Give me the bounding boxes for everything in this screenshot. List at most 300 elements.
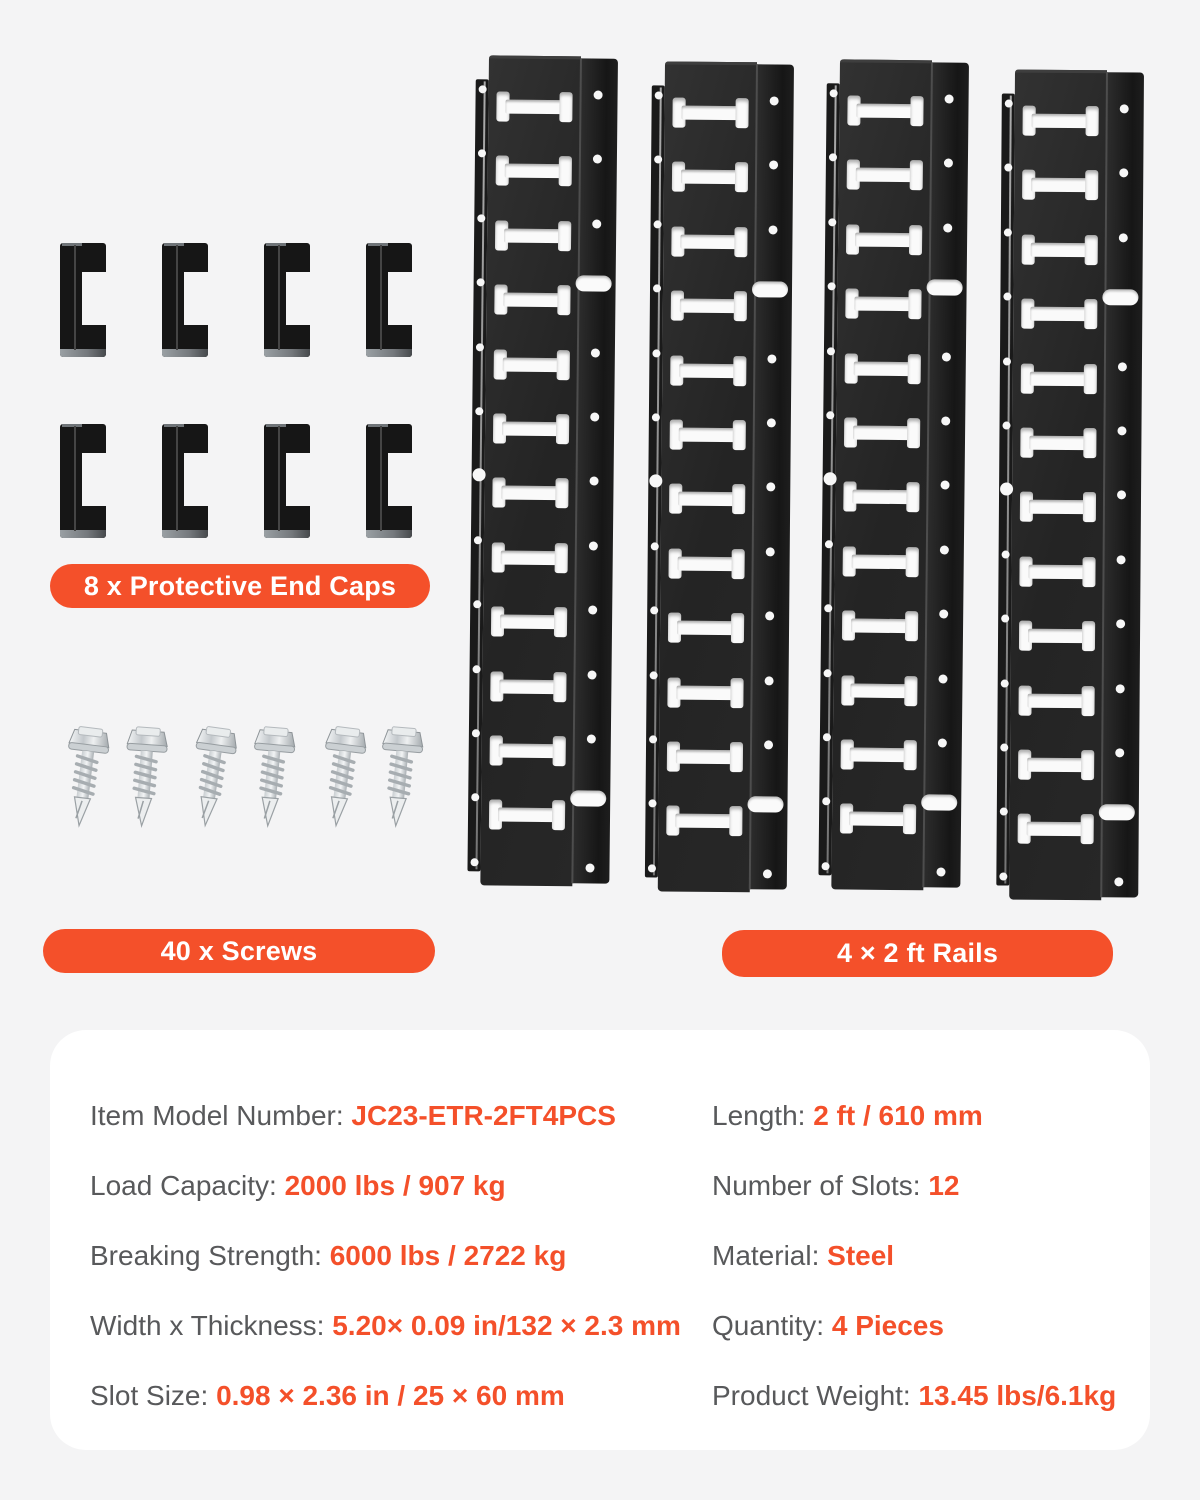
spec-row — [90, 1310, 690, 1380]
rail-slot-mid — [505, 164, 563, 179]
rail-mounting-hole — [651, 542, 659, 550]
rail-slot — [847, 160, 923, 191]
rail-slot-end — [732, 484, 745, 514]
rail-slot-end — [908, 354, 921, 384]
rail-oval-slot — [1102, 289, 1138, 305]
rail-mounting-hole — [649, 735, 657, 743]
rail-slot — [672, 162, 748, 193]
rail-slot — [496, 91, 572, 122]
spec-row — [712, 1240, 1132, 1310]
rail-mounting-hole — [1001, 679, 1009, 687]
screw-item — [182, 721, 242, 832]
rail-slot-end — [905, 611, 918, 641]
rail-slot-mid — [503, 357, 561, 372]
rail-slot-mid — [1027, 822, 1085, 836]
rail-slot-mid — [499, 679, 557, 694]
end-cap-item — [162, 424, 208, 538]
spec-row — [712, 1310, 1132, 1380]
rail-slot-end — [1086, 106, 1099, 136]
rail-mounting-hole — [650, 671, 658, 679]
end-cap-bottom-edge — [264, 349, 310, 357]
end-cap-item — [264, 243, 310, 357]
rail-slot-end — [557, 350, 570, 380]
spec-value: 4 Pieces — [831, 1310, 944, 1341]
spec-row — [90, 1170, 690, 1240]
spec-value: 12 — [928, 1170, 960, 1201]
rail-slot-end — [733, 356, 746, 386]
rail-slot-mid — [856, 104, 914, 119]
spec-label: Length: — [712, 1100, 814, 1131]
rail-slot-mid — [849, 812, 907, 827]
rail-slot — [1022, 170, 1098, 201]
rail-slot-end — [731, 549, 744, 579]
rail-slot — [843, 546, 919, 577]
rail-slot — [847, 95, 923, 126]
rail-slot-end — [554, 607, 567, 637]
rail-mounting-hole — [475, 407, 483, 415]
rail-slot-end — [1085, 235, 1098, 265]
screw-item — [56, 722, 115, 833]
rail-slot-mid — [1030, 307, 1088, 321]
rail-right-fold — [923, 62, 969, 887]
rail-mounting-hole — [648, 864, 656, 872]
spec-label: Number of Slots: — [712, 1170, 929, 1201]
rail-slot-mid — [679, 363, 737, 378]
rail-mounting-hole — [1117, 426, 1126, 435]
end-cap-bottom-edge — [60, 530, 106, 538]
rail-slot — [666, 806, 742, 837]
rail-slot — [671, 291, 747, 322]
rail-slot — [841, 739, 917, 770]
rail-mounting-hole — [1118, 362, 1127, 371]
rail-slot — [669, 484, 745, 515]
rail-slot — [494, 349, 570, 380]
spec-label: Breaking Strength: — [90, 1240, 330, 1271]
rail-item — [996, 70, 1144, 901]
rail-slot-end — [1081, 686, 1094, 716]
rail-item — [645, 61, 794, 892]
spec-label: Material: — [712, 1240, 828, 1271]
rail-slot-end — [730, 742, 743, 772]
rail-slot — [845, 353, 921, 384]
rail-slot-end — [906, 483, 919, 513]
rail-slot-mid — [504, 228, 562, 243]
rail-slot-end — [908, 289, 921, 319]
rail-slot — [840, 804, 916, 835]
rail-mounting-hole — [479, 85, 487, 93]
rail-mounting-hole — [474, 536, 482, 544]
spec-value: 6000 lbs / 2722 kg — [329, 1240, 567, 1271]
rail-slot — [491, 607, 567, 638]
spec-label: Width x Thickness: — [90, 1310, 333, 1341]
rail-mounting-hole — [826, 411, 834, 419]
rail-slot-mid — [505, 100, 563, 115]
rail-mounting-hole — [824, 669, 832, 677]
end-cap-item — [162, 243, 208, 357]
rail-slot-end — [729, 806, 742, 836]
rail-slot-mid — [677, 621, 735, 636]
rail-mounting-hole — [1115, 748, 1124, 757]
rail-slot-mid — [1029, 500, 1087, 514]
rail-right-fold — [572, 58, 618, 883]
rail-mounting-hole — [587, 670, 596, 679]
spec-value: 2000 lbs / 907 kg — [284, 1170, 506, 1201]
rail-slot-end — [730, 678, 743, 708]
screw-graphic — [313, 722, 372, 833]
rail-mounting-hole — [1116, 684, 1125, 693]
rail-slot-mid — [854, 361, 912, 376]
end-cap-item — [264, 424, 310, 538]
rail-slot-mid — [502, 422, 560, 437]
rail-slot — [494, 285, 570, 316]
rail-mounting-hole — [652, 349, 660, 357]
rail-mounting-hole — [1000, 744, 1008, 752]
spec-value: 2 ft / 610 mm — [813, 1100, 983, 1131]
rail-oval-slot — [1099, 805, 1135, 821]
end-cap-bottom-edge — [162, 530, 208, 538]
screw-item — [118, 723, 171, 832]
rail-slot — [671, 226, 747, 257]
end-cap-bottom-edge — [366, 349, 412, 357]
rail-mounting-hole — [585, 863, 594, 872]
rail-mounting-hole — [592, 219, 601, 228]
rail-slot — [670, 420, 746, 451]
rail-slot-mid — [851, 619, 909, 634]
rail-oval-slot — [927, 280, 963, 296]
rail-slot-mid — [1030, 371, 1088, 385]
rail-mounting-hole — [943, 223, 952, 232]
rail-slot — [668, 548, 744, 579]
screw-item — [313, 722, 372, 833]
rail-mounting-hole — [476, 343, 484, 351]
rail-slot — [496, 156, 572, 187]
rail-mounting-hole — [1119, 233, 1128, 242]
rail-slot-mid — [853, 426, 911, 441]
rail-mounting-hole — [936, 867, 945, 876]
rail-slot — [1022, 234, 1098, 265]
rail-slot-mid — [678, 556, 736, 571]
rail-slot-mid — [852, 554, 910, 569]
rail-mounting-hole — [938, 674, 947, 683]
spec-value: JC23-ETR-2FT4PCS — [351, 1100, 616, 1131]
rail-slot-mid — [499, 744, 557, 759]
rail-slot-end — [1082, 557, 1095, 587]
rail-mounting-hole — [589, 541, 598, 550]
spec-column-left — [90, 1100, 690, 1450]
rail-slot — [1021, 299, 1097, 330]
rail-mounting-hole — [767, 418, 776, 427]
rail-slot-mid — [681, 170, 739, 185]
rail-mounting-hole — [765, 676, 774, 685]
screws-label-pill — [43, 929, 435, 973]
rail-slot — [667, 742, 743, 773]
rail-slot-end — [1083, 492, 1096, 522]
rail-mounting-hole — [594, 90, 603, 99]
rail-slot-end — [910, 96, 923, 126]
spec-row — [712, 1100, 1132, 1170]
rail-slot-end — [1081, 750, 1094, 780]
rail-mounting-hole — [473, 665, 481, 673]
end-cap-item — [60, 424, 106, 538]
spec-row — [712, 1170, 1132, 1240]
rail-oval-slot — [752, 281, 788, 297]
rails-label: 4 × 2 ft Rails — [836, 938, 999, 968]
rail-item — [818, 59, 969, 890]
rail-slot-end — [553, 736, 566, 766]
end-cap-top-highlight — [368, 424, 388, 427]
rail-oval-slot — [576, 276, 612, 292]
rail-mounting-hole — [940, 545, 949, 554]
rail-mounting-hole — [587, 734, 596, 743]
screws-label: 40 x Screws — [160, 935, 318, 966]
rail-slot — [846, 224, 922, 255]
rail-mounting-hole — [1002, 422, 1010, 430]
end-cap-top-highlight — [164, 424, 184, 427]
rail-slot-mid — [501, 486, 559, 501]
rail-slot-end — [558, 221, 571, 251]
screws-group — [62, 724, 434, 836]
rail-slot — [1023, 106, 1099, 137]
rail-mounting-hole — [1004, 228, 1012, 236]
rail-slot-end — [557, 285, 570, 315]
rail-right-fold — [1101, 72, 1144, 897]
rail-slot — [1019, 621, 1095, 652]
rail-slot-end — [735, 163, 748, 193]
rail-mounting-hole — [591, 348, 600, 357]
spec-row — [712, 1380, 1132, 1450]
rail-slot — [489, 800, 565, 831]
spec-row — [90, 1240, 690, 1310]
rail-slot-end — [1084, 364, 1097, 394]
rail-slot-mid — [850, 748, 908, 763]
rail-slot-mid — [855, 232, 913, 247]
rail-slot-mid — [678, 492, 736, 507]
rail-slot — [1018, 685, 1094, 716]
rail-slot-mid — [680, 299, 738, 314]
rail-oval-slot — [921, 795, 957, 811]
spec-panel — [50, 1030, 1150, 1450]
rail-slot-end — [1082, 621, 1095, 651]
screw-item — [244, 722, 299, 832]
rail-right-fold — [750, 64, 794, 889]
rail-slot-end — [906, 547, 919, 577]
rail-slot-mid — [1032, 114, 1090, 128]
rail-mounting-hole — [999, 872, 1007, 880]
rail-mounting-hole — [763, 869, 772, 878]
rail-slot-end — [555, 479, 568, 509]
rail-slot-mid — [680, 234, 738, 249]
rail-slot-mid — [1028, 629, 1086, 643]
rail-slot — [1018, 814, 1094, 845]
rail-slot-mid — [498, 808, 556, 823]
rail-mounting-hole — [767, 354, 776, 363]
rail-slot-end — [555, 543, 568, 573]
spec-row — [90, 1380, 690, 1450]
spec-value: 5.20× 0.09 in/132 × 2.3 mm — [332, 1310, 681, 1341]
rail-mounting-hole — [655, 91, 663, 99]
rail-slot-end — [553, 672, 566, 702]
end-cap-bottom-edge — [366, 530, 412, 538]
rail-slot — [495, 220, 571, 251]
rail-slot-end — [1083, 428, 1096, 458]
rail-mounting-hole — [823, 733, 831, 741]
rail-slot-mid — [500, 615, 558, 630]
rail-slot-end — [735, 98, 748, 128]
rail-slot-end — [733, 420, 746, 450]
rail-mounting-hole — [1003, 357, 1011, 365]
spec-row — [90, 1100, 690, 1170]
spec-label: Slot Size: — [90, 1380, 217, 1411]
rail-mounting-hole — [471, 858, 479, 866]
rail-slot-end — [907, 418, 920, 448]
rail-slot — [490, 671, 566, 702]
rail-mounting-hole — [764, 740, 773, 749]
rail-slot — [492, 542, 568, 573]
spec-value: Steel — [827, 1240, 895, 1271]
rail-mounting-hole — [1120, 104, 1129, 113]
rail-mounting-hole — [945, 94, 954, 103]
rail-slot-mid — [681, 106, 739, 121]
rail-mounting-hole — [652, 413, 660, 421]
rail-slot — [1020, 492, 1096, 523]
end-caps-group — [60, 243, 420, 538]
rail-mounting-hole — [828, 218, 836, 226]
rail-slot — [841, 675, 917, 706]
rail-slot-mid — [676, 750, 734, 765]
screw-graphic — [56, 722, 115, 833]
rail-slot — [672, 98, 748, 129]
rail-slot-end — [904, 676, 917, 706]
rail-slot-mid — [679, 428, 737, 443]
rail-slot-end — [909, 225, 922, 255]
rail-slot-mid — [856, 168, 914, 183]
spec-label: Product Weight: — [712, 1380, 919, 1411]
rail-mounting-hole — [822, 862, 830, 870]
end-cap-bottom-edge — [60, 349, 106, 357]
rail-slot-end — [734, 227, 747, 257]
rail-mounting-hole — [770, 96, 779, 105]
rail-slot — [844, 417, 920, 448]
rail-mounting-hole — [825, 540, 833, 548]
screw-graphic — [372, 722, 427, 832]
rail-slot — [490, 735, 566, 766]
end-cap-item — [366, 424, 412, 538]
rail-mounting-hole — [472, 729, 480, 737]
screw-item — [372, 722, 427, 832]
rail-slot-mid — [1031, 178, 1089, 192]
rail-oval-slot — [747, 797, 783, 813]
end-caps-label: 8 x Protective End Caps — [83, 570, 397, 601]
rail-slot-end — [903, 804, 916, 834]
rail-mounting-hole — [1114, 877, 1123, 886]
spec-value: 13.45 lbs/6.1kg — [918, 1380, 1117, 1411]
spec-label: Load Capacity: — [90, 1170, 285, 1201]
rail-slot-mid — [1027, 758, 1085, 772]
rail-slot-mid — [501, 550, 559, 565]
end-cap-top-highlight — [266, 424, 286, 427]
rail-slot — [1018, 750, 1094, 781]
rails-label-pill — [722, 930, 1113, 977]
spec-label: Quantity: — [712, 1310, 832, 1341]
rail-slot — [1019, 556, 1095, 587]
end-cap-top-highlight — [62, 424, 82, 427]
rail-slot-end — [552, 800, 565, 830]
end-cap-top-highlight — [62, 243, 82, 246]
rail-mounting-hole — [590, 412, 599, 421]
end-cap-top-highlight — [164, 243, 184, 246]
rail-slot-mid — [854, 297, 912, 312]
rail-mounting-hole — [942, 352, 951, 361]
rail-slot — [845, 289, 921, 320]
rail-mounting-hole — [830, 89, 838, 97]
rail-mounting-hole — [654, 220, 662, 228]
rail-slot-mid — [1031, 243, 1089, 257]
rail-slot — [667, 677, 743, 708]
rail-mounting-hole — [768, 225, 777, 234]
rail-slot-mid — [852, 490, 910, 505]
end-cap-item — [60, 243, 106, 357]
screw-graphic — [244, 722, 299, 832]
rail-mounting-hole — [477, 214, 485, 222]
rail-slot-mid — [1029, 436, 1087, 450]
rail-oval-slot — [570, 791, 606, 807]
rail-slot-end — [910, 161, 923, 191]
rail-slot — [1020, 428, 1096, 459]
rail-item — [467, 55, 618, 886]
rail-slot — [492, 478, 568, 509]
end-cap-bottom-edge — [264, 530, 310, 538]
rail-mounting-hole — [938, 738, 947, 747]
rail-mounting-hole — [827, 347, 835, 355]
rail-slot — [843, 482, 919, 513]
rail-slot-mid — [1028, 564, 1086, 578]
rail-slot-end — [734, 291, 747, 321]
rail-slot-end — [1081, 814, 1094, 844]
screw-graphic — [182, 721, 242, 832]
end-cap-top-highlight — [368, 243, 388, 246]
end-cap-bottom-edge — [162, 349, 208, 357]
rail-slot-end — [1084, 299, 1097, 329]
spec-label: Item Model Number: — [90, 1100, 352, 1131]
rail-slot — [493, 413, 569, 444]
rail-mounting-hole — [1117, 555, 1126, 564]
rail-slot-end — [559, 157, 572, 187]
rail-slot-end — [904, 740, 917, 770]
rail-slot-mid — [503, 293, 561, 308]
rail-slot — [670, 355, 746, 386]
rail-slot-mid — [675, 814, 733, 829]
end-cap-top-highlight — [266, 243, 286, 246]
rail-slot — [1021, 363, 1097, 394]
spec-column-right — [712, 1100, 1132, 1450]
spec-value: 0.98 × 2.36 in / 25 × 60 mm — [216, 1380, 565, 1411]
rail-mounting-hole — [766, 547, 775, 556]
rail-mounting-hole — [1005, 100, 1013, 108]
rail-slot-end — [731, 613, 744, 643]
rail-slot-mid — [1028, 693, 1086, 707]
rail-slot-end — [1085, 170, 1098, 200]
rail-mounting-hole — [941, 416, 950, 425]
rail-slot-end — [556, 414, 569, 444]
rail-slot-end — [559, 92, 572, 122]
rail-slot — [668, 613, 744, 644]
end-caps-label-pill — [50, 564, 430, 608]
rail-slot-mid — [676, 685, 734, 700]
screw-graphic — [118, 723, 171, 832]
rail-mounting-hole — [1002, 550, 1010, 558]
rail-slot-mid — [850, 683, 908, 698]
end-cap-item — [366, 243, 412, 357]
